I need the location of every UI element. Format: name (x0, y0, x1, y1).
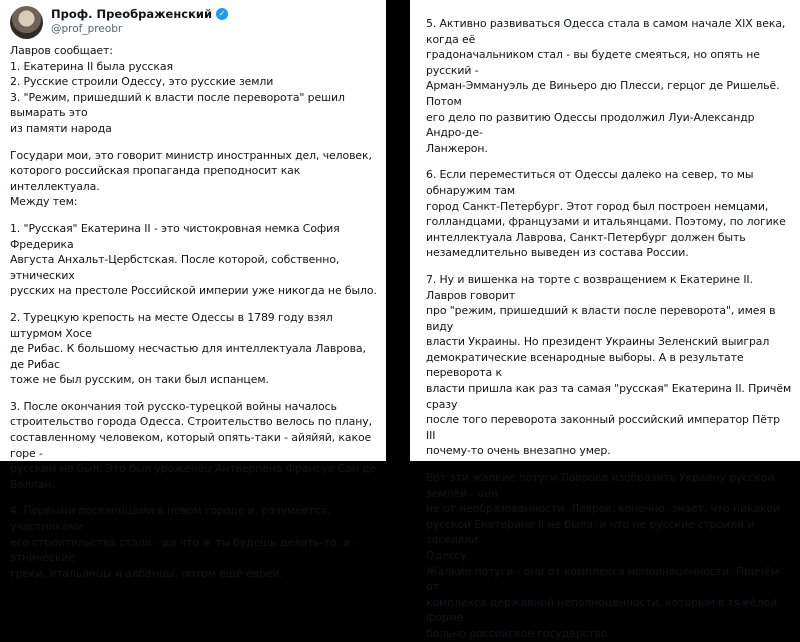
post-panel-right (410, 0, 800, 640)
paragraph-point-7: 7. Ну и вишенка на торте с возвращением к Екатерине II. Лавров говорит про "режим, пришедший к власти после переворота", имея в виду власти Украины. Но президент Украины Зеленский выиграл демократические всенародные выборы. А в результате переворота к власти пришла как раз та самая "русская" Екатерина II. Причём сразу после того переворота законный российский император Пётр III почему-то очень внезапно умер. (426, 272, 792, 458)
author-name-row (51, 7, 228, 21)
paragraph-point-6: 6. Если переместиться от Одессы далеко на север, то мы обнаружим там город Санкт-Петербург. Этот город был построен немцами, голландцами, французами и итальянцами. Поэтому, по логике интеллектуала Лаврова, Санкт-Петербург должен быть незамедлительно выведен из состава России. (426, 168, 786, 260)
paragraph-point-4: 4. Первыми поселенцами в новом городе и, разумеется, участниками его строительства стали - да что ж ты будешь делать-то, а - этнические греки, итальянцы и албанцы, потом ещё евреи. (10, 504, 357, 580)
paragraph-conclusion: Вот эти жалкие потуги Лаврова изобразить Украину русской землёй - они не от необразованности. Лавров, конечно, знает, что никакой русской Екатерина II не была, и что не русские строили и заселяли Одессу. Жалкие потуги - они от комплекса неполноценности. Причём от комплекса державной неполноценности, которым в тяжёлой форме больно российское государство. (426, 471, 781, 640)
paragraph-context: Государи мои, это говорит министр иностранных дел, человек, которого российская пропаганда преподносит как интеллектуала. Между тем: (10, 148, 372, 209)
paragraph-intro: Лавров сообщает: 1. Екатерина II была русская 2. Русские строили Одессу, это русские земли 3. "Режим, пришедший к власти после переворота" решил вымарать это из памяти народа (10, 44, 345, 135)
paragraph-point-2: 2. Турецкую крепость на месте Одессы в 1789 году взял штурмом Хосе де Рибас. К большому несчастью для интеллектуала Лаврова, де Рибас тоже не был русским, он таки был испанцем. (10, 310, 366, 387)
post-panel-left (0, 0, 386, 580)
paragraph-point-1: 1. "Русская" Екатерина II - это чистокровная немка София Фредерика Августа Анхальт-Цербстская. После которой, собственно, этнических русских на престоле Российской империи уже никогда не было. (10, 221, 377, 298)
post-text-right (426, 16, 792, 642)
avatar[interactable] (10, 6, 43, 39)
post-header (10, 6, 380, 40)
author-name[interactable]: Проф. Преображенский (51, 7, 213, 21)
author-handle[interactable]: @prof_preobr (51, 23, 123, 35)
verified-badge-icon: ✓ (216, 8, 228, 20)
post-text-left (10, 43, 378, 581)
paragraph-point-3: 3. После окончания той русско-турецкой войны началось строительство города Одесса. Строительство велось по плану, составленному человеком, который опять-таки - айяйяй, какое горе - русским не был. Это был уроженец Антверпена Франсуа Сан де Воллан. (10, 399, 377, 491)
paragraph-point-5: 5. Активно развиваться Одесса стала в самом начале XIX века, когда её градоначальником стал - вы будете смеяться, но опять не русский - Арман-Эммануэль де Виньеро дю Плесси, герцог де Ришельё. Потом его дело по развитию Одессы продолжил Луи-Александр Андро-де- Ланжерон. (426, 17, 786, 155)
